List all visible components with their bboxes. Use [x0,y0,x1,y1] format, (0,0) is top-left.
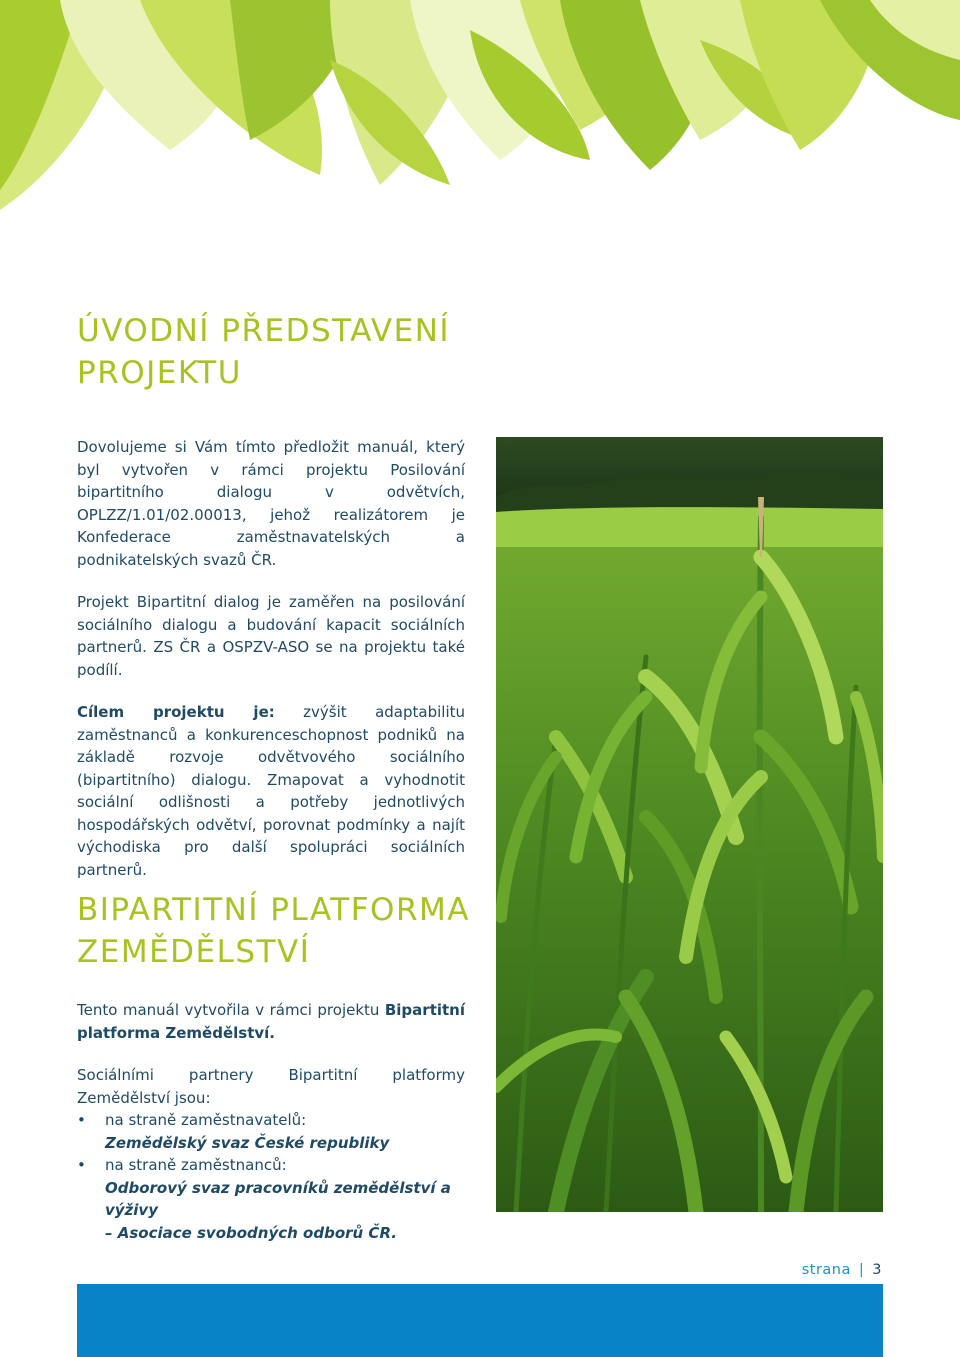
page-label: strana [801,1262,851,1278]
section-heading-platform [77,889,470,973]
list-item [77,1109,465,1154]
separator: | [858,1262,865,1278]
project-paragraph: Projekt Bipartitní dialog je zaměřen na posilování sociálního dialogu a budování kapacit sociálních partnerů. ZS ČR a OSPZV-ASO se na projektu také podílí. [77,593,465,679]
footer-bar [77,1284,883,1357]
page-number-label [802,1262,882,1278]
manual-paragraph [77,999,465,1044]
goal-text: zvýšit adaptabilitu zaměstnanců a konkurenceschopnost podniků na základě rozvoje odvětvového sociálního (bipartitního) dialogu. Zmapovat a vyhodnotit sociální odlišnosti a potřeby jednotlivých hospodářských odvětví, porovnat podmínky a najít východiska pro další spolupráci sociálních partnerů. [77,703,465,879]
platform-text-column [77,999,465,1244]
section-heading-intro [77,310,450,394]
partner-organization: Odborový svaz pracovníků zemědělství a výživy [105,1178,451,1219]
manual-text: Tento manuál vytvořila v rámci projektu [77,1001,385,1019]
partners-paragraph: Sociálními partnery Bipartitní platformy Zemědělství jsou: [77,1066,465,1107]
intro-text-column [77,436,465,901]
page-number: 3 [872,1262,882,1278]
platform-name: Bipartitní platforma Zemědělství. [77,1001,465,1042]
goal-paragraph [77,701,465,881]
heading-line: ÚVODNÍ PŘEDSTAVENÍ [77,313,451,349]
heading-line: BIPARTITNÍ PLATFORMA [77,892,470,928]
heading-line: PROJEKTU [77,355,242,391]
partners-list [77,1109,465,1222]
list-item [77,1154,465,1222]
partner-organization: Zemědělský svaz České republiky [105,1133,390,1152]
partner-organization-continued: – Asociace svobodných odborů ČR. [105,1223,397,1242]
corn-field-photo [496,437,883,1212]
green-leaves-decoration [0,0,960,215]
partner-side-label: na straně zaměstnanců: [105,1156,287,1174]
intro-paragraph: Dovolujeme si Vám tímto předložit manuál, který byl vytvořen v rámci projektu Posilování bipartitního dialogu v odvětvích, OPLZZ/1.01/02.00013, jehož realizátorem je Konfederace zaměstnavatelských a podnikatelských svazů ČR. [77,438,465,569]
partner-side-label: na straně zaměstnavatelů: [105,1111,307,1129]
heading-line: ZEMĚDĚLSTVÍ [77,934,311,970]
goal-lead: Cílem projektu je: [77,703,275,721]
